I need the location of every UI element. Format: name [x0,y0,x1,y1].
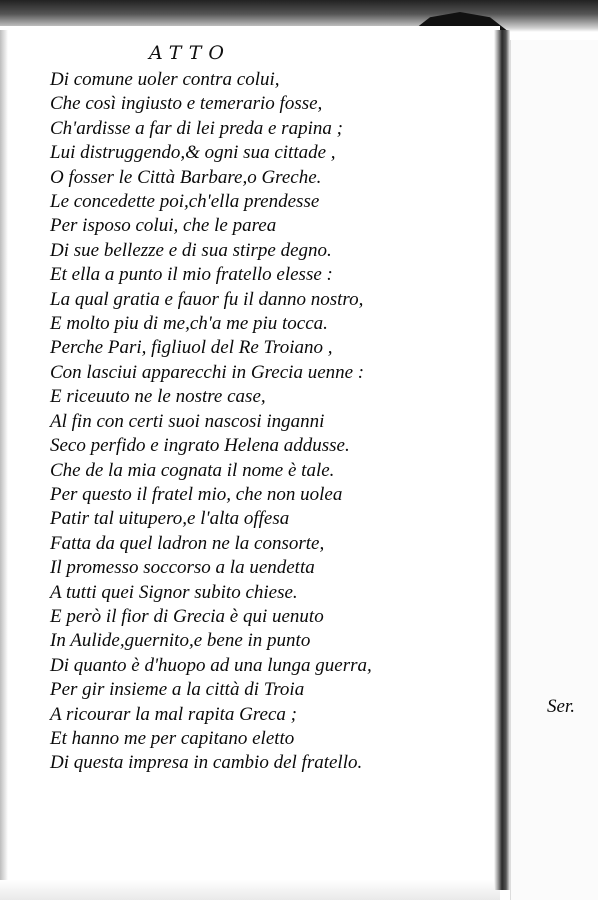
verse-line: Per isposo colui, che le parea [50,215,277,237]
verse-line: E riceuuto ne le nostre case, [50,386,266,408]
verse-line: Seco perfido e ingrato Helena addusse. [50,435,350,457]
verse-line: In Aulide,guernito,e bene in punto [50,630,311,652]
verse-line: Con lasciui apparecchi in Grecia uenne : [50,361,365,383]
verse-line: A tutti quei Signor subito chiese. [50,581,298,603]
verse-line: Che de la mia cognata il nome è tale. [50,459,335,481]
verse-line: Al fin con certi suoi nascosi inganni [50,410,325,432]
speaker-label: Ser. [547,696,575,717]
verse-line: Il promesso soccorso a la uendetta [50,557,315,579]
running-head: ATTO [149,42,231,64]
verse-line: Fatta da quel ladron ne la consorte, [50,532,325,554]
verse-line: A ricourar la mal rapita Greca ; [50,703,297,725]
verse-line: O fosser le Città Barbare,o Greche. [50,166,322,188]
verse-line: Di quanto è d'huopo ad una lunga guerra, [50,654,372,676]
verse-line: Patir tal uitupero,e l'alta offesa [50,508,290,530]
verse-line: Et ella a punto il mio fratello elesse : [50,264,333,286]
verse-line: Per gir insieme a la città di Troia [50,679,305,701]
left-edge-shadow [0,30,8,900]
verse-line: Lui distruggendo,& ogni sua cittade , [50,142,336,164]
bottom-edge [0,880,500,900]
verse-line: Che così ingiusto e temerario fosse, [50,93,323,115]
verse-line: Ch'ardisse a far di lei preda e rapina ; [50,117,343,139]
verse-block [50,68,372,776]
verse-line: Le concedette poi,ch'ella prendesse [50,191,320,213]
verse-line: Et hanno me per capitano eletto [50,727,295,749]
verse-line: Di sue bellezze e di sua stirpe degno. [50,239,332,261]
right-page [510,40,598,900]
binding-gutter [494,30,510,890]
verse-line: E molto piu di me,ch'a me piu tocca. [50,313,328,335]
verse-line: La qual gratia e fauor fu il danno nostro, [50,288,364,310]
verse-line: Per questo il fratel mio, che non uolea [50,483,343,505]
verse-line: Di comune uoler contra colui, [50,69,280,90]
verse-line: Di questa impresa in cambio del fratello. [50,752,363,774]
verse-line: E però il fior di Grecia è qui uenuto [50,605,324,627]
verse-line: Perche Pari, figliuol del Re Troiano , [50,337,333,359]
